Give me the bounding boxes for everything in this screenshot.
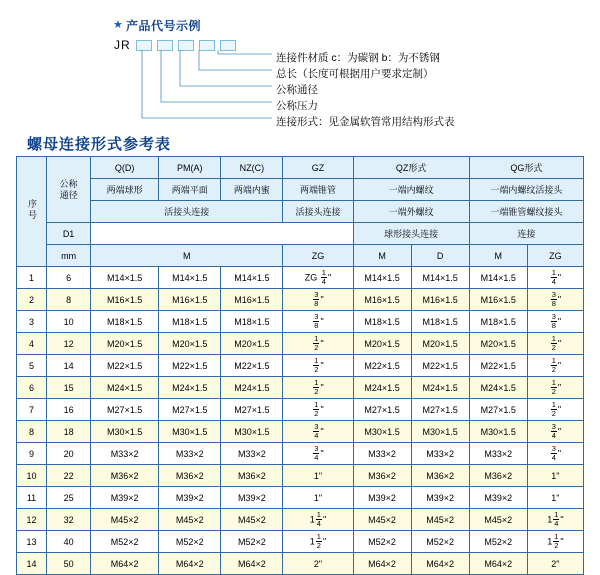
- cell-dn: 14: [47, 355, 91, 377]
- header-unit-qz-m: M: [353, 245, 411, 267]
- product-code-prefix: JR: [114, 38, 131, 52]
- header-seq-label: 序号: [27, 199, 38, 221]
- cell-qz-m: M39×2: [353, 487, 411, 509]
- cell-qz-m: M36×2: [353, 465, 411, 487]
- cell-gz: $\frac{1}{2}$ ": [283, 355, 353, 377]
- cell-pm: M16×1.5: [159, 289, 221, 311]
- cell-qz-m: M14×1.5: [353, 267, 411, 289]
- cell-qz-d: M45×2: [411, 509, 469, 531]
- cell-gz: 1 $\frac{1}{4}$ ": [283, 509, 353, 531]
- cell-qz-d: M52×2: [411, 531, 469, 553]
- cell-qg-m: M18×1.5: [469, 311, 527, 333]
- table-header-row-3: [17, 201, 584, 223]
- cell-qg-zg: $\frac{3}{4}$ ": [527, 421, 583, 443]
- cell-nz: M22×1.5: [221, 355, 283, 377]
- cell-seq: 5: [17, 355, 47, 377]
- cell-qz-d: M33×2: [411, 443, 469, 465]
- cell-seq: 13: [17, 531, 47, 553]
- cell-nz: M27×1.5: [221, 399, 283, 421]
- header-gz-connection: 活接头连接: [283, 201, 353, 223]
- product-code-diagram: [0, 0, 600, 128]
- cell-qg-m: M16×1.5: [469, 289, 527, 311]
- cell-nz: M36×2: [221, 465, 283, 487]
- header-col-pm: PM(A): [159, 157, 221, 179]
- cell-pm: M20×1.5: [159, 333, 221, 355]
- code-box: [157, 40, 173, 51]
- table-row: [17, 333, 584, 355]
- header-unit-m: M: [91, 245, 283, 267]
- cell-seq: 11: [17, 487, 47, 509]
- cell-seq: 7: [17, 399, 47, 421]
- code-box: [178, 40, 194, 51]
- cell-dn: 16: [47, 399, 91, 421]
- table-header-row-5: [17, 245, 584, 267]
- cell-qg-zg: 1": [527, 465, 583, 487]
- header-blank: [91, 223, 353, 245]
- cell-qz-m: M30×1.5: [353, 421, 411, 443]
- cell-qg-m: M24×1.5: [469, 377, 527, 399]
- cell-qz-d: M27×1.5: [411, 399, 469, 421]
- cell-dn: 8: [47, 289, 91, 311]
- cell-qg-m: M36×2: [469, 465, 527, 487]
- page-title: 螺母连接形式参考表: [27, 136, 172, 153]
- cell-dn: 20: [47, 443, 91, 465]
- cell-q: M16×1.5: [91, 289, 159, 311]
- cell-qz-m: M64×2: [353, 553, 411, 575]
- cell-qz-m: M45×2: [353, 509, 411, 531]
- header-dn: [47, 157, 91, 223]
- cell-q: M18×1.5: [91, 311, 159, 333]
- cell-qz-m: M27×1.5: [353, 399, 411, 421]
- diagram-title: 产品代号示例: [126, 19, 202, 33]
- cell-seq: 9: [17, 443, 47, 465]
- table-header-row-2: [17, 179, 584, 201]
- cell-dn: 6: [47, 267, 91, 289]
- cell-gz: $\frac{3}{4}$ ": [283, 421, 353, 443]
- spec-table-wrap: [16, 156, 584, 575]
- cell-qz-m: M33×2: [353, 443, 411, 465]
- cell-qg-m: M64×2: [469, 553, 527, 575]
- cell-qg-m: M30×1.5: [469, 421, 527, 443]
- cell-qg-zg: $\frac{3}{4}$ ": [527, 443, 583, 465]
- cell-seq: 8: [17, 421, 47, 443]
- cell-nz: M39×2: [221, 487, 283, 509]
- table-row: [17, 289, 584, 311]
- cell-dn: 40: [47, 531, 91, 553]
- cell-gz: 1": [283, 465, 353, 487]
- nut-connection-spec-table: [16, 156, 584, 575]
- header-d1: D1: [47, 223, 91, 245]
- cell-pm: M52×2: [159, 531, 221, 553]
- cell-qg-m: M20×1.5: [469, 333, 527, 355]
- table-header-row-4: [17, 223, 584, 245]
- cell-dn: 18: [47, 421, 91, 443]
- cell-seq: 3: [17, 311, 47, 333]
- cell-dn: 32: [47, 509, 91, 531]
- header-qz-thread: 一端外螺纹: [353, 201, 469, 223]
- header-col-gz: GZ: [283, 157, 353, 179]
- cell-qg-m: M33×2: [469, 443, 527, 465]
- cell-qz-m: M18×1.5: [353, 311, 411, 333]
- table-row: [17, 443, 584, 465]
- legend-item-connection-type: 连接形式：见金属软管常用结构形式表: [276, 116, 455, 128]
- table-row: [17, 531, 584, 553]
- cell-q: M24×1.5: [91, 377, 159, 399]
- cell-qg-m: M27×1.5: [469, 399, 527, 421]
- legend-item-nominal-pressure: 公称压力: [276, 100, 318, 112]
- code-box: [220, 40, 236, 51]
- cell-nz: M45×2: [221, 509, 283, 531]
- cell-pm: M24×1.5: [159, 377, 221, 399]
- cell-dn: 10: [47, 311, 91, 333]
- cell-qg-zg: $\frac{3}{8}$ ": [527, 289, 583, 311]
- cell-seq: 14: [17, 553, 47, 575]
- cell-nz: M33×2: [221, 443, 283, 465]
- cell-qz-d: M24×1.5: [411, 377, 469, 399]
- cell-pm: M39×2: [159, 487, 221, 509]
- cell-qg-zg: 1 $\frac{1}{4}$ ": [527, 509, 583, 531]
- cell-gz: $\frac{1}{2}$ ": [283, 377, 353, 399]
- cell-gz: 1": [283, 487, 353, 509]
- cell-pm: M64×2: [159, 553, 221, 575]
- cell-q: M27×1.5: [91, 399, 159, 421]
- header-qz-ball: 球形接头连接: [353, 223, 469, 245]
- cell-seq: 2: [17, 289, 47, 311]
- cell-qz-m: M20×1.5: [353, 333, 411, 355]
- cell-gz: $\frac{3}{4}$ ": [283, 443, 353, 465]
- cell-qz-d: M14×1.5: [411, 267, 469, 289]
- header-col-q: Q(D): [91, 157, 159, 179]
- cell-qg-zg: 1": [527, 487, 583, 509]
- cell-seq: 10: [17, 465, 47, 487]
- cell-seq: 1: [17, 267, 47, 289]
- cell-qg-m: M14×1.5: [469, 267, 527, 289]
- header-unit-qg-m: M: [469, 245, 527, 267]
- cell-dn: 15: [47, 377, 91, 399]
- cell-q: M39×2: [91, 487, 159, 509]
- cell-seq: 6: [17, 377, 47, 399]
- cell-qg-zg: $\frac{1}{2}$ ": [527, 355, 583, 377]
- cell-nz: M30×1.5: [221, 421, 283, 443]
- header-qz-desc: 一端内螺纹: [353, 179, 469, 201]
- cell-qz-d: M39×2: [411, 487, 469, 509]
- header-union-connection: 活接头连接: [91, 201, 283, 223]
- header-col-qg: QG形式: [469, 157, 583, 179]
- cell-qg-zg: $\frac{1}{2}$ ": [527, 333, 583, 355]
- cell-dn: 25: [47, 487, 91, 509]
- cell-q: M45×2: [91, 509, 159, 531]
- cell-pm: M36×2: [159, 465, 221, 487]
- legend-item-nominal-diameter: 公称通径: [276, 84, 318, 96]
- table-row: [17, 509, 584, 531]
- header-unit-zg: ZG: [283, 245, 353, 267]
- cell-nz: M18×1.5: [221, 311, 283, 333]
- header-nz-desc: 两端内蜜: [221, 179, 283, 201]
- cell-nz: M14×1.5: [221, 267, 283, 289]
- cell-gz: 2": [283, 553, 353, 575]
- cell-gz: 1 $\frac{1}{2}$ ": [283, 531, 353, 553]
- cell-qg-m: M22×1.5: [469, 355, 527, 377]
- cell-qz-d: M36×2: [411, 465, 469, 487]
- cell-nz: M24×1.5: [221, 377, 283, 399]
- cell-dn: 50: [47, 553, 91, 575]
- header-col-qz: QZ形式: [353, 157, 469, 179]
- header-dn-label: 公称通径: [59, 178, 78, 200]
- cell-qz-d: M18×1.5: [411, 311, 469, 333]
- cell-nz: M20×1.5: [221, 333, 283, 355]
- table-row: [17, 487, 584, 509]
- cell-pm: M22×1.5: [159, 355, 221, 377]
- spec-table-body: [17, 267, 584, 575]
- cell-q: M20×1.5: [91, 333, 159, 355]
- cell-q: M33×2: [91, 443, 159, 465]
- header-gz-desc: 两端锥管: [283, 179, 353, 201]
- cell-qg-m: M39×2: [469, 487, 527, 509]
- cell-gz: $\frac{1}{2}$ ": [283, 333, 353, 355]
- code-box: [136, 40, 152, 51]
- header-unit-qg-zg: ZG: [527, 245, 583, 267]
- cell-qg-m: M52×2: [469, 531, 527, 553]
- cell-pm: M45×2: [159, 509, 221, 531]
- cell-gz: $\frac{3}{8}$ ": [283, 311, 353, 333]
- cell-q: M14×1.5: [91, 267, 159, 289]
- table-row: [17, 553, 584, 575]
- cell-qz-d: M20×1.5: [411, 333, 469, 355]
- table-row: [17, 399, 584, 421]
- cell-qz-d: M64×2: [411, 553, 469, 575]
- header-unit-qz-d: D: [411, 245, 469, 267]
- cell-pm: M30×1.5: [159, 421, 221, 443]
- cell-nz: M64×2: [221, 553, 283, 575]
- cell-qg-zg: $\frac{3}{8}$ ": [527, 311, 583, 333]
- cell-qg-zg: $\frac{1}{2}$ ": [527, 399, 583, 421]
- star-icon: ★: [113, 19, 123, 31]
- cell-qz-m: M52×2: [353, 531, 411, 553]
- legend-item-material: 连接件材质 c：为碳钢 b：为不锈钢: [276, 52, 440, 64]
- header-qg-desc: 一端内螺纹活接头: [469, 179, 583, 201]
- cell-gz: $\frac{3}{8}$ ": [283, 289, 353, 311]
- cell-gz: ZG $\frac{1}{4}$ ": [283, 267, 353, 289]
- cell-pm: M33×2: [159, 443, 221, 465]
- cell-q: M36×2: [91, 465, 159, 487]
- header-qg-thread: 一端锥管螺纹接头: [469, 201, 583, 223]
- cell-pm: M27×1.5: [159, 399, 221, 421]
- cell-qz-d: M16×1.5: [411, 289, 469, 311]
- table-row: [17, 355, 584, 377]
- legend-item-length: 总长（长度可根据用户要求定制）: [276, 68, 434, 80]
- header-pm-desc: 两端平面: [159, 179, 221, 201]
- cell-gz: $\frac{1}{2}$ ": [283, 399, 353, 421]
- header-col-nz: NZ(C): [221, 157, 283, 179]
- cell-seq: 12: [17, 509, 47, 531]
- cell-nz: M16×1.5: [221, 289, 283, 311]
- cell-q: M52×2: [91, 531, 159, 553]
- header-unit-mm: mm: [47, 245, 91, 267]
- cell-q: M64×2: [91, 553, 159, 575]
- cell-qg-m: M45×2: [469, 509, 527, 531]
- cell-qz-d: M30×1.5: [411, 421, 469, 443]
- cell-q: M22×1.5: [91, 355, 159, 377]
- cell-pm: M18×1.5: [159, 311, 221, 333]
- cell-q: M30×1.5: [91, 421, 159, 443]
- cell-nz: M52×2: [221, 531, 283, 553]
- table-row: [17, 267, 584, 289]
- cell-qz-d: M22×1.5: [411, 355, 469, 377]
- cell-qz-m: M24×1.5: [353, 377, 411, 399]
- table-row: [17, 465, 584, 487]
- cell-qg-zg: 2": [527, 553, 583, 575]
- header-seq: [17, 157, 47, 267]
- table-row: [17, 377, 584, 399]
- cell-seq: 4: [17, 333, 47, 355]
- table-row: [17, 311, 584, 333]
- cell-pm: M14×1.5: [159, 267, 221, 289]
- cell-dn: 22: [47, 465, 91, 487]
- cell-qg-zg: $\frac{1}{2}$ ": [527, 377, 583, 399]
- code-box: [199, 40, 215, 51]
- table-row: [17, 421, 584, 443]
- product-code-boxes: [136, 40, 236, 51]
- cell-qg-zg: $\frac{1}{4}$ ": [527, 267, 583, 289]
- cell-dn: 12: [47, 333, 91, 355]
- cell-qg-zg: 1 $\frac{1}{2}$ ": [527, 531, 583, 553]
- header-qg-conn: 连接: [469, 223, 583, 245]
- table-header-row-1: [17, 157, 584, 179]
- cell-qz-m: M16×1.5: [353, 289, 411, 311]
- header-q-desc: 两端球形: [91, 179, 159, 201]
- cell-qz-m: M22×1.5: [353, 355, 411, 377]
